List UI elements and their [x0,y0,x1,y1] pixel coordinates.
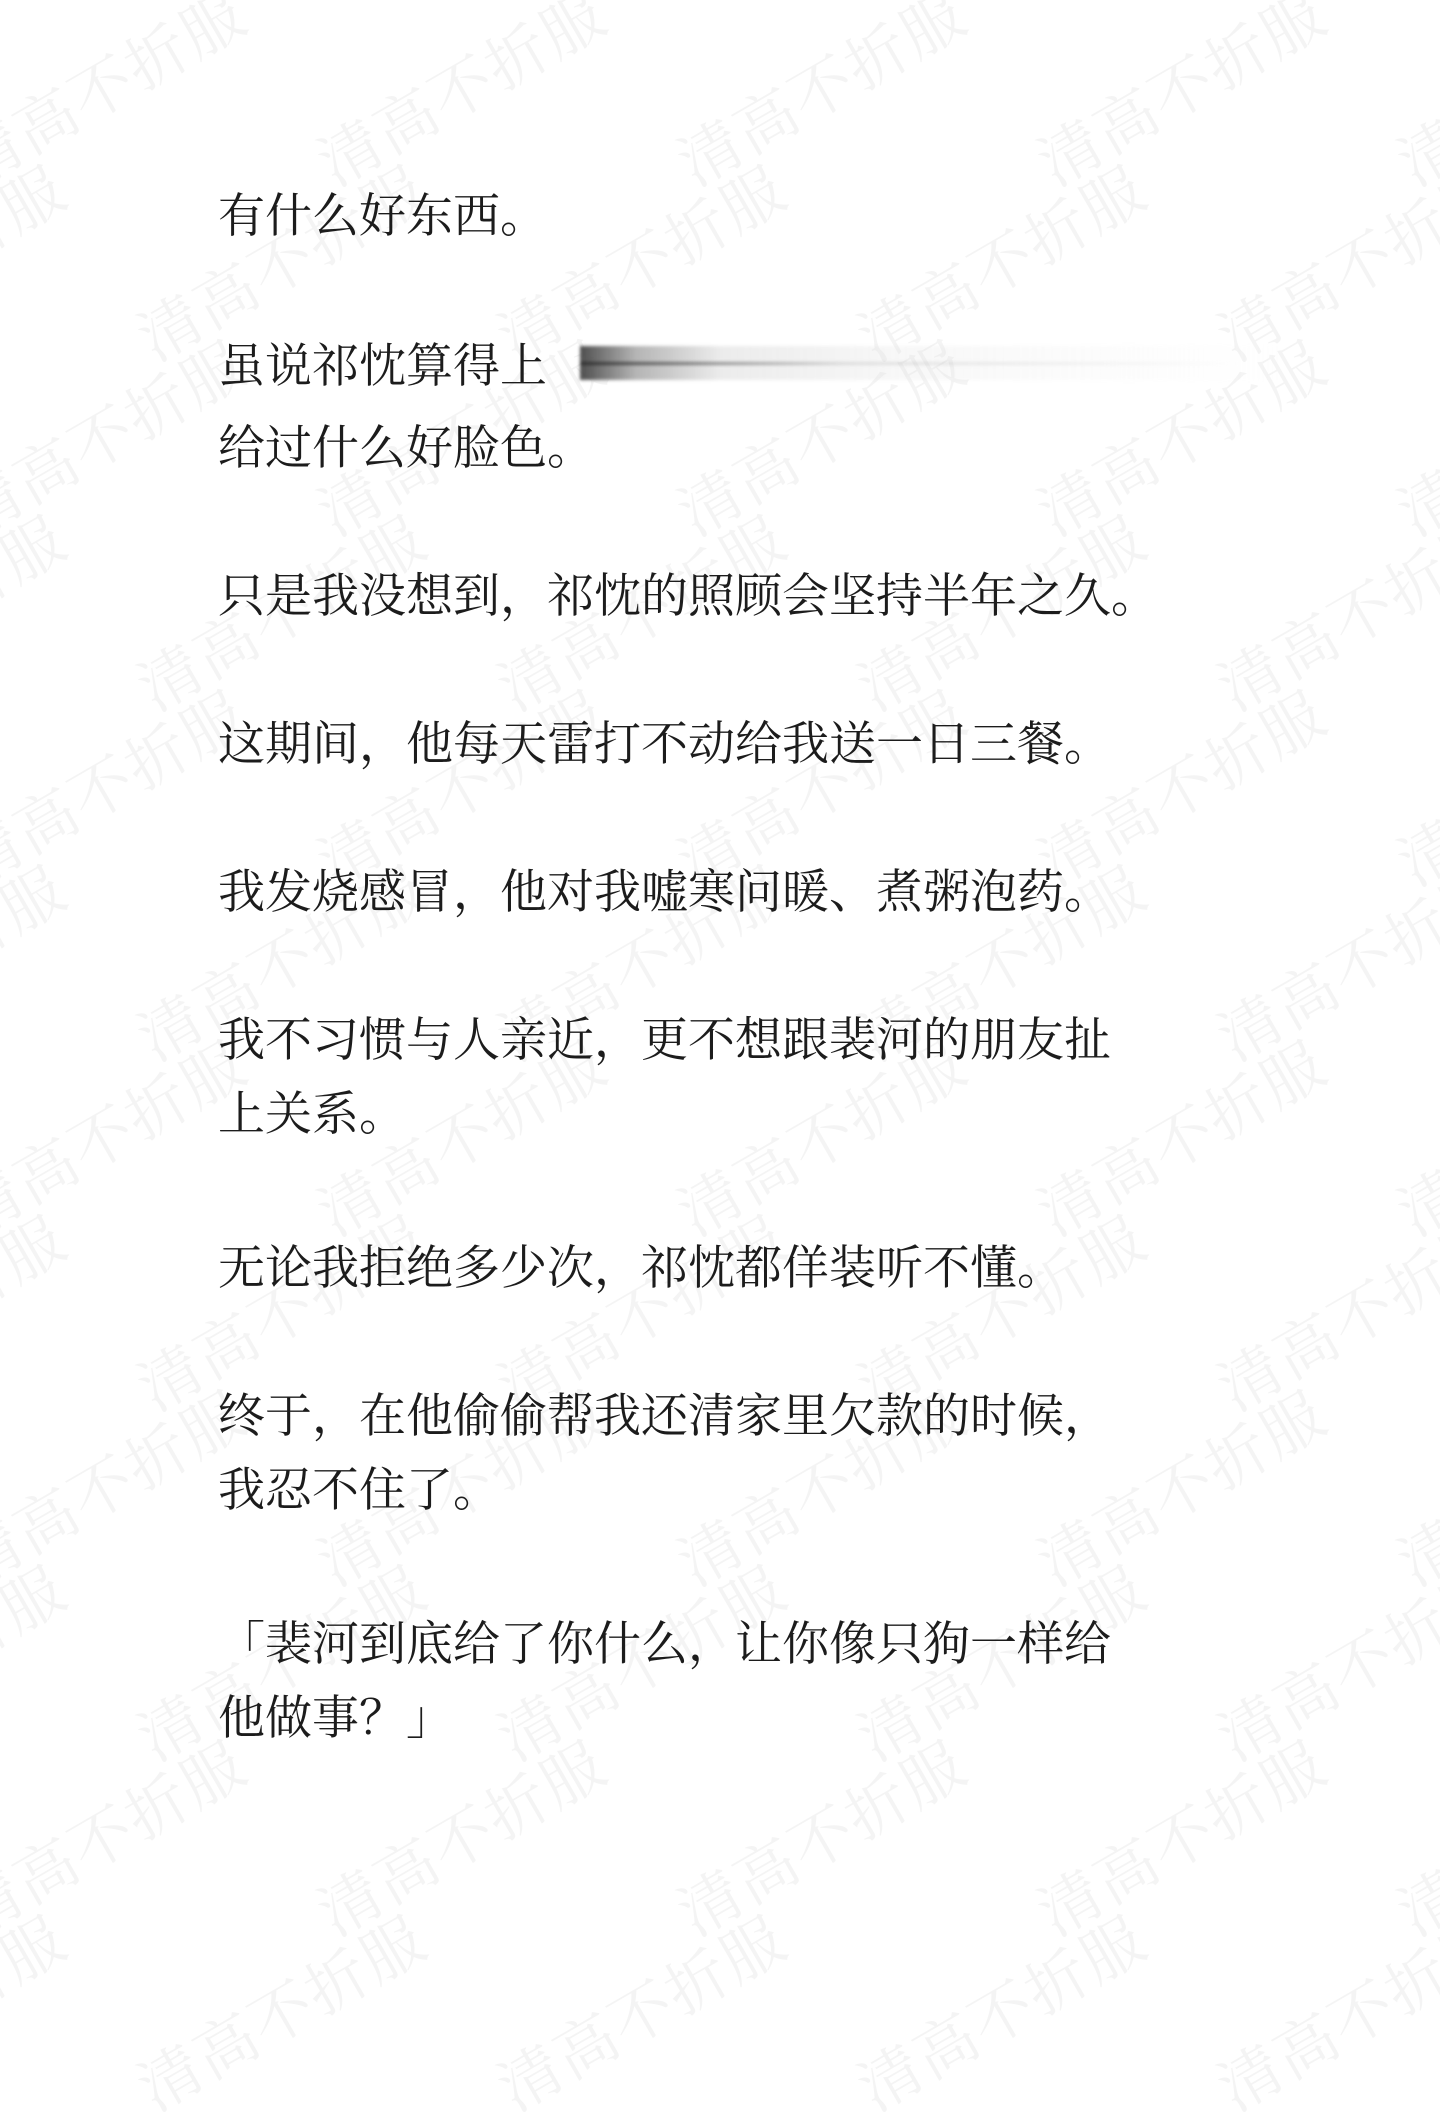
paragraph-3: 给过什么好脸色。 [218,421,594,476]
watermark-text [0,1541,81,1778]
paragraph-6: 我发烧感冒，他对我嘘寒问暖、煮粥泡药。 [218,865,1111,920]
watermark-text [119,1891,441,2128]
redaction-streak [580,346,1280,380]
paragraph-5: 这期间，他每天雷打不动给我送一日三餐。 [218,717,1111,772]
watermark-text [839,1891,1161,2128]
watermark-text [0,1191,81,1428]
paragraph-8: 无论我拒绝多少次，祁忱都佯装听不懂。 [218,1241,1064,1296]
watermark-text [0,1891,81,2128]
watermark-text [479,1891,801,2128]
watermark-text [0,841,81,1078]
watermark-text [1379,666,1440,903]
watermark-text [299,0,621,203]
paragraph-9: 终于，在他偷偷帮我还清家里欠款的时候， 我忍不住了。 [218,1389,1111,1518]
watermark-text [1379,1366,1440,1603]
watermark-text [0,141,81,378]
watermark-text [1199,1891,1440,2128]
watermark-text [659,0,981,203]
watermark-text [1379,0,1440,203]
paragraph-1: 有什么好东西。 [218,189,547,244]
watermark-text [1379,1716,1440,1953]
watermark-text [1379,1016,1440,1253]
watermark-text [1019,0,1341,203]
paragraph-7: 我不习惯与人亲近，更不想跟裴河的朋友扯 上关系。 [218,1013,1111,1142]
watermark-text [1379,316,1440,553]
watermark-text [0,491,81,728]
paragraph-2: 虽说祁忱算得上 [218,339,547,394]
watermark-text [0,0,261,203]
paragraph-10: 「裴河到底给了你什么，让你像只狗一样给 他做事？」 [218,1617,1111,1746]
paragraph-4: 只是我没想到，祁忱的照顾会坚持半年之久。 [218,569,1158,624]
